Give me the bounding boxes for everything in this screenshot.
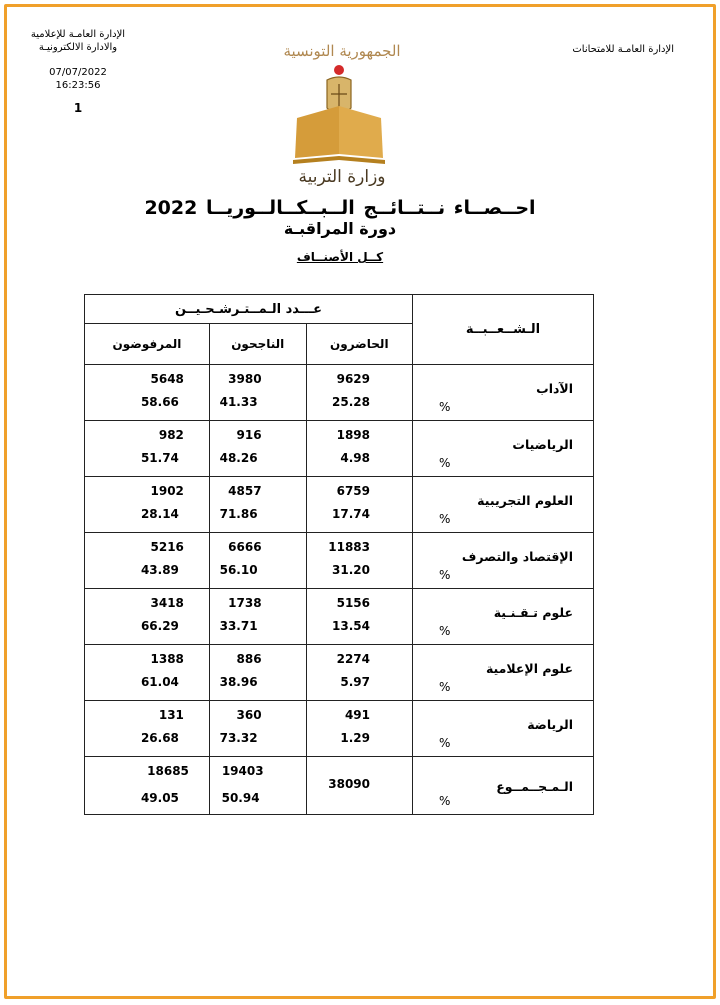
percent-sign: %: [439, 512, 451, 526]
present-cell: [306, 701, 412, 757]
present-value: 11883: [328, 540, 370, 554]
passed-value: 3980: [228, 372, 262, 386]
table-row: [85, 533, 594, 589]
branch-label: علوم الإعلامية: [485, 661, 573, 676]
present-pct: 1.29: [340, 731, 370, 745]
passed-value: 4857: [228, 484, 262, 498]
present-pct: 4.98: [340, 451, 370, 465]
total-passed-pct: 50.94: [221, 791, 260, 805]
present-value: 1898: [336, 428, 370, 442]
failed-cell: [85, 421, 210, 477]
present-value: 2274: [336, 652, 370, 666]
right-org: الإدارة العامـة للامتحانات: [572, 44, 674, 55]
failed-value: 5648: [150, 372, 184, 386]
percent-sign: %: [439, 624, 451, 638]
total-present-cell: [306, 757, 412, 815]
passed-cell: [209, 365, 306, 421]
total-passed-value: 19403: [221, 764, 264, 778]
passed-pct: 33.71: [219, 619, 258, 633]
branch-cell: [413, 421, 594, 477]
present-value: 6759: [336, 484, 370, 498]
passed-header: الناجحون: [209, 324, 306, 365]
passed-value: 886: [236, 652, 262, 666]
failed-cell: [85, 477, 210, 533]
percent-sign: %: [439, 680, 451, 694]
logo-bottom-text: وزارة التربية: [298, 167, 386, 186]
flag-emblem-icon: [334, 65, 344, 75]
failed-cell: [85, 701, 210, 757]
failed-pct: 28.14: [140, 507, 179, 521]
failed-value: 5216: [150, 540, 184, 554]
passed-cell: [209, 477, 306, 533]
passed-cell: [209, 645, 306, 701]
table-row: [85, 421, 594, 477]
failed-pct: 61.04: [140, 675, 179, 689]
results-table: [84, 294, 594, 815]
present-pct: 5.97: [340, 675, 370, 689]
failed-value: 131: [158, 708, 184, 722]
total-present-value: 38090: [328, 777, 370, 791]
present-pct: 17.74: [332, 507, 370, 521]
failed-cell: [85, 365, 210, 421]
passed-pct: 56.10: [219, 563, 258, 577]
passed-pct: 73.32: [219, 731, 258, 745]
present-value: 491: [344, 708, 370, 722]
branch-label: الرياضة: [527, 717, 573, 732]
failed-value: 982: [158, 428, 184, 442]
header-left-block: [28, 28, 128, 115]
branch-cell: [413, 645, 594, 701]
failed-pct: 51.74: [140, 451, 179, 465]
failed-pct: 43.89: [140, 563, 179, 577]
branch-header: الـشــعــبــة: [413, 295, 594, 365]
present-header: الحاضرون: [306, 324, 412, 365]
failed-pct: 26.68: [140, 731, 179, 745]
present-cell: [306, 645, 412, 701]
failed-cell: [85, 533, 210, 589]
branch-label: الإقتصاد والتصرف: [461, 549, 573, 564]
passed-value: 6666: [228, 540, 262, 554]
branch-label: العلوم التجريبية: [477, 493, 573, 508]
percent-sign: %: [439, 400, 451, 414]
left-org-line1: الإدارة العامـة للإعلامية: [30, 29, 126, 40]
total-label: الـمـجــمــوع: [496, 779, 573, 794]
passed-cell: [209, 589, 306, 645]
open-book-icon: [293, 106, 385, 164]
present-cell: [306, 589, 412, 645]
total-failed-cell: [85, 757, 210, 815]
total-passed-cell: [209, 757, 306, 815]
failed-value: 3418: [150, 596, 184, 610]
passed-pct: 41.33: [219, 395, 258, 409]
present-cell: [306, 477, 412, 533]
failed-pct: 58.66: [140, 395, 179, 409]
branch-label: علوم تـقـنـية: [493, 605, 573, 620]
passed-pct: 71.86: [219, 507, 258, 521]
total-row: [85, 757, 594, 815]
logo-top-text: الجمهورية التونسية: [283, 42, 401, 60]
present-cell: [306, 421, 412, 477]
branch-cell: [413, 589, 594, 645]
ministry-logo: [283, 36, 401, 186]
present-pct: 13.54: [332, 619, 370, 633]
percent-sign: %: [439, 794, 451, 808]
failed-value: 1388: [150, 652, 184, 666]
percent-sign: %: [439, 736, 451, 750]
branch-cell: [413, 701, 594, 757]
table-row: [85, 477, 594, 533]
print-date: 07/07/2022: [49, 67, 107, 78]
present-cell: [306, 533, 412, 589]
present-pct: 25.28: [332, 395, 370, 409]
present-cell: [306, 365, 412, 421]
table-row: [85, 365, 594, 421]
present-pct: 31.20: [332, 563, 370, 577]
failed-cell: [85, 589, 210, 645]
percent-sign: %: [439, 568, 451, 582]
session-title: دورة المراقبـة: [283, 219, 397, 238]
passed-pct: 48.26: [219, 451, 258, 465]
left-org-line2: والادارة الالكترونيـة: [38, 42, 118, 53]
present-value: 9629: [336, 372, 370, 386]
print-time: 16:23:56: [55, 80, 101, 91]
passed-pct: 38.96: [219, 675, 258, 689]
branch-cell: [413, 533, 594, 589]
failed-header: المرفوضون: [85, 324, 210, 365]
branch-cell: [413, 477, 594, 533]
table-row: [85, 645, 594, 701]
branch-label: الآداب: [536, 381, 573, 396]
percent-sign: %: [439, 456, 451, 470]
page-title: احــصــاء نــتــائــج الــبــكــالــوريــا 2022: [144, 197, 536, 219]
failed-cell: [85, 645, 210, 701]
passed-value: 916: [236, 428, 262, 442]
total-branch-cell: [413, 757, 594, 815]
category-title: كــل الأصنــاف: [296, 250, 384, 264]
table-row: [85, 589, 594, 645]
branch-cell: [413, 365, 594, 421]
failed-value: 1902: [150, 484, 184, 498]
table-row: [85, 701, 594, 757]
page-number: 1: [73, 101, 83, 115]
candidates-group-header: عـــدد الـمــتـرشـحـيــن: [85, 295, 413, 324]
total-failed-pct: 49.05: [140, 791, 179, 805]
total-failed-value: 18685: [147, 764, 189, 778]
failed-pct: 66.29: [140, 619, 179, 633]
passed-value: 360: [236, 708, 262, 722]
passed-value: 1738: [228, 596, 262, 610]
passed-cell: [209, 533, 306, 589]
passed-cell: [209, 421, 306, 477]
passed-cell: [209, 701, 306, 757]
branch-label: الرياضيات: [512, 437, 573, 452]
present-value: 5156: [336, 596, 370, 610]
